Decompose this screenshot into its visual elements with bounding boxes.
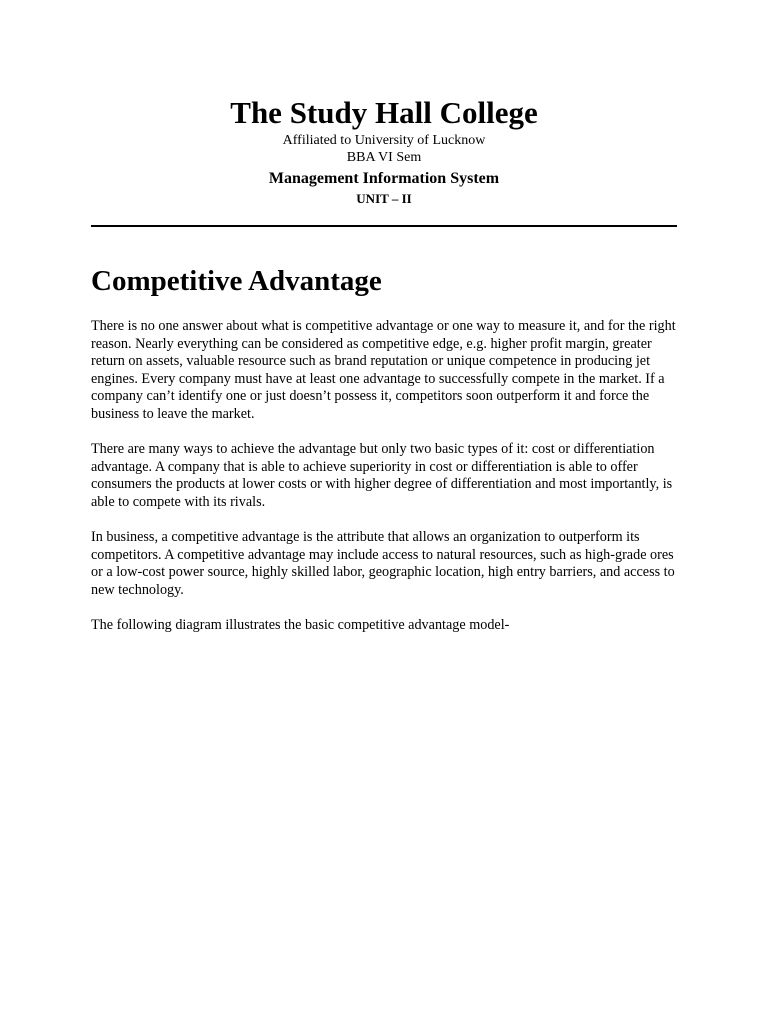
paragraph: In business, a competitive advantage is the attribute that allows an organization to outperform its competitors. A competitive advantage may include access to natural resources, such as high-grade ores or a low-cost power source, highly skilled labor, geographic location, high entry barriers, and access to new technology. (91, 528, 675, 598)
document-header (91, 94, 677, 207)
section-body (91, 318, 681, 652)
affiliation-line: Affiliated to University of Lucknow (282, 133, 486, 148)
college-title: The Study Hall College (230, 95, 538, 130)
header-divider (91, 225, 677, 227)
paragraph: There is no one answer about what is competitive advantage or one way to measure it, and for the right reason. Nearly everything can be considered as competitive edge, e.g. higher profit margin, greater return on assets, valuable resource such as brand reputation or unique competence in producing jet engines. Every company must have at least one advantage to successfully compete in the market. If a company can’t identify one or just doesn’t possess it, competitors soon outperform it and force the business to leave the market. (91, 318, 676, 422)
section-heading: Competitive Advantage (91, 265, 382, 297)
paragraph: There are many ways to achieve the advantage but only two basic types of it: cost or differentiation advantage. A company that is able to achieve superiority in cost or differentiation is able to offer consumers the products at lower costs or with higher degree of differentiation and most importantly, is able to compete with its rivals. (91, 441, 673, 510)
paragraph: The following diagram illustrates the basic competitive advantage model- (91, 616, 510, 633)
semester-line: BBA VI Sem (346, 150, 422, 165)
unit-label: UNIT – II (356, 191, 412, 206)
subject-title: Management Information System (268, 170, 500, 187)
